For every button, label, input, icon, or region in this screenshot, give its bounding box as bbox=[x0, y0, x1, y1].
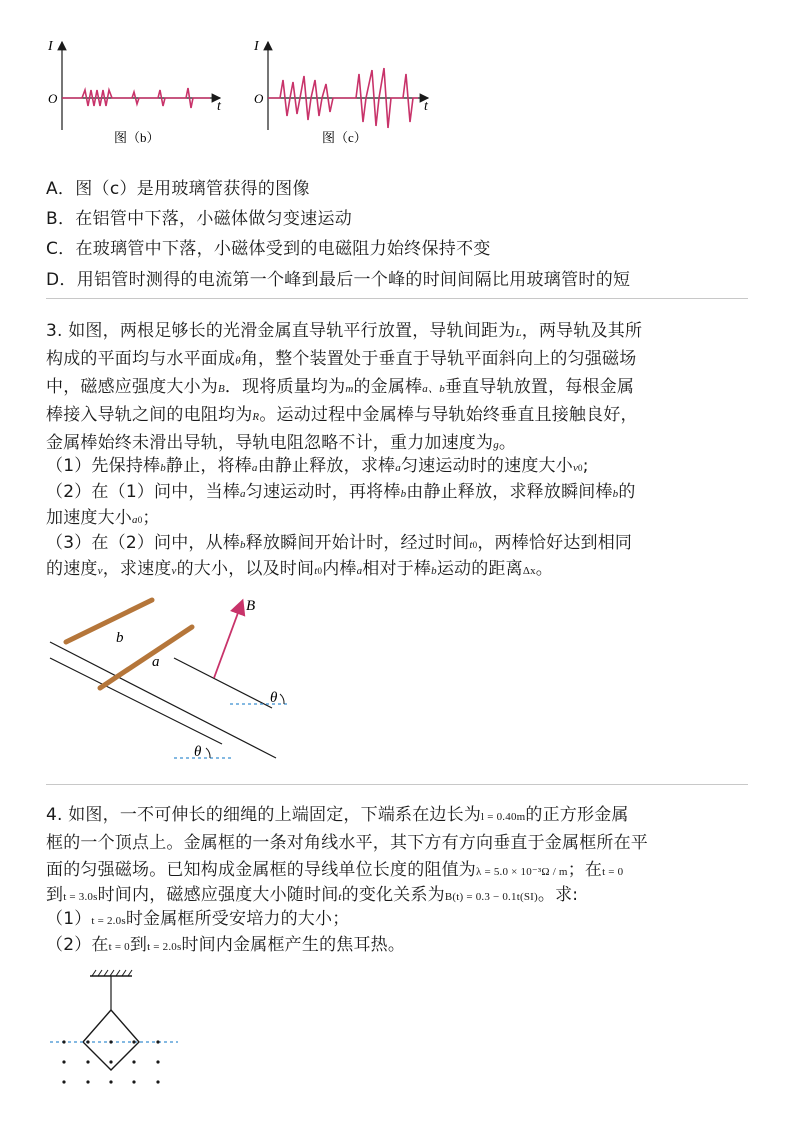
q3-symbol: b bbox=[160, 462, 166, 474]
magnetic-field-dots bbox=[62, 1040, 159, 1083]
q4-text: 时间内金属框产生的焦耳热。 bbox=[181, 935, 406, 955]
q3-symbol: m bbox=[345, 383, 354, 395]
q3-symbol: t bbox=[314, 565, 318, 577]
q3-symbol: a bbox=[240, 488, 246, 500]
q3-text: 运动的距离 bbox=[436, 559, 523, 579]
q3-subscript: 0 bbox=[472, 540, 478, 550]
q4-line-1 bbox=[46, 800, 629, 825]
rails-figure bbox=[44, 590, 294, 765]
q4-text: 到 bbox=[129, 935, 148, 955]
q3-text: 静止，将棒 bbox=[165, 456, 252, 476]
angle-arc-2 bbox=[206, 748, 210, 758]
q3-symbol: b bbox=[400, 488, 407, 500]
q3-line-7 bbox=[46, 477, 636, 502]
q4-math: l = 0.40m bbox=[481, 811, 526, 823]
current-graphs-figure bbox=[40, 30, 440, 155]
q3-text: 释放瞬间开始计时，经过时间 bbox=[245, 533, 470, 553]
q3-symbol: B bbox=[218, 383, 225, 395]
q3-text: 匀速运动时，再将棒 bbox=[245, 482, 401, 502]
rail-extension bbox=[174, 658, 272, 708]
rod-a bbox=[100, 627, 192, 688]
q3-text: （3）在（2）问中，从棒 bbox=[46, 533, 241, 553]
q4-math: t = 0 bbox=[108, 941, 130, 953]
q3-text: 由静止释放，求棒 bbox=[257, 456, 396, 476]
q3-text: 金属棒始终未滑出导轨，导轨电阻忽略不计，重力加速度为 bbox=[46, 433, 494, 453]
q3-symbol: b bbox=[240, 539, 246, 551]
q4-line-6 bbox=[46, 930, 405, 955]
rod-a-label: a bbox=[152, 654, 160, 670]
q3-text: 的速度 bbox=[46, 559, 98, 579]
graph-b-origin: O bbox=[48, 91, 58, 106]
q3-line-6 bbox=[46, 451, 589, 476]
q3-symbol: R bbox=[252, 411, 260, 423]
q3-line-10 bbox=[46, 554, 553, 579]
q3-text: 加速度大小 bbox=[46, 508, 132, 528]
q3-symbol: a bbox=[132, 514, 138, 526]
q3-text: ，求速度 bbox=[102, 559, 172, 579]
q3-text: （2）在（1）问中，当棒 bbox=[46, 482, 241, 502]
q4-text: （1） bbox=[46, 909, 92, 929]
q3-symbol: g bbox=[493, 439, 499, 451]
q3-text: 构成的平面均与水平面成 bbox=[46, 349, 236, 369]
q3-text: 匀速运动时的速度大小 bbox=[400, 456, 573, 476]
q3-text: 中，磁感应强度大小为 bbox=[46, 377, 218, 397]
q3-line-8 bbox=[46, 503, 160, 528]
graph-b-caption: 图（b） bbox=[114, 130, 160, 145]
q3-text: 的金属棒 bbox=[353, 377, 423, 397]
graph-b-y-label: I bbox=[48, 39, 53, 54]
option-a: A．图（c）是用玻璃管获得的图像 bbox=[46, 179, 310, 199]
rail-upper bbox=[50, 642, 276, 758]
q3-line-2 bbox=[46, 344, 636, 369]
b-field-label: B bbox=[246, 598, 256, 614]
q4-line-2 bbox=[46, 828, 648, 853]
q4-text: 的正方形金属 bbox=[525, 805, 629, 825]
q3-symbol: a bbox=[251, 462, 258, 474]
b-field-arrow bbox=[214, 602, 242, 678]
q3-text: 的 bbox=[618, 482, 636, 502]
q4-text: 时金属框所受安培力的大小； bbox=[125, 909, 350, 929]
q4-math: λ = 5.0 × 10⁻³Ω / m bbox=[476, 866, 568, 878]
q3-symbol: v bbox=[572, 462, 579, 474]
q3-text: （1）先保持棒 bbox=[46, 456, 161, 476]
q3-line-1 bbox=[46, 316, 642, 341]
q3-text: 垂直导轨放置，每根金属 bbox=[444, 377, 635, 397]
q3-symbol: L bbox=[515, 327, 522, 339]
graph-b bbox=[47, 39, 222, 145]
q3-line-4 bbox=[46, 400, 638, 425]
q3-symbol: a、b bbox=[422, 383, 445, 395]
graph-c-origin: O bbox=[254, 91, 264, 106]
q3-symbol: a bbox=[356, 565, 363, 577]
q3-text: 相对于棒 bbox=[362, 559, 432, 579]
q3-symbol: b bbox=[612, 488, 619, 500]
q4-math: t = 2.0s bbox=[147, 941, 182, 953]
q3-text: 。运动过程中金属棒与导轨始终垂直且接触良好， bbox=[259, 405, 638, 425]
q3-symbol: t bbox=[469, 539, 473, 551]
rod-b bbox=[66, 600, 152, 642]
q4-text: 的变化关系为 bbox=[341, 885, 445, 905]
q3-line-3 bbox=[46, 372, 634, 397]
graph-c-x-label: t bbox=[424, 99, 428, 114]
graph-b-x-label: t bbox=[217, 99, 221, 114]
q3-symbol: v bbox=[171, 565, 177, 577]
q3-subscript: 0 bbox=[578, 463, 583, 473]
q4-text: 4. 如图，一不可伸长的细绳的上端固定，下端系在边长为 bbox=[46, 805, 482, 825]
graph-c-caption: 图（c） bbox=[322, 130, 367, 145]
q4-line-4 bbox=[46, 880, 578, 905]
q3-text: 角，整个装置处于垂直于导轨平面斜向上的匀强磁场 bbox=[240, 349, 637, 369]
theta-label-2: θ bbox=[194, 744, 202, 760]
option-b: B．在铝管中下落，小磁体做匀变速运动 bbox=[46, 209, 353, 229]
q4-text: 。求: bbox=[537, 885, 579, 905]
q3-punct: 。 bbox=[535, 559, 553, 579]
q3-text: 由静止释放，求释放瞬间棒 bbox=[406, 482, 613, 502]
q3-text: 3. 如图，两根足够长的光滑金属直导轨平行放置，导轨间距为 bbox=[46, 321, 516, 341]
q4-text: （2）在 bbox=[46, 935, 109, 955]
ceiling-support bbox=[90, 970, 132, 976]
q3-symbol: v bbox=[97, 565, 103, 577]
q4-math: t = 3.0s bbox=[63, 891, 98, 903]
option-c: C．在玻璃管中下落，小磁体受到的电磁阻力始终保持不变 bbox=[46, 239, 491, 259]
square-frame-figure bbox=[44, 966, 184, 1091]
q3-text: 内棒 bbox=[322, 559, 357, 579]
option-d: D．用铝管时测得的电流第一个峰到最后一个峰的时间间隔比用玻璃管时的短 bbox=[46, 270, 631, 290]
q3-subscript: 0 bbox=[137, 515, 143, 525]
q4-math: t = 0 bbox=[602, 866, 624, 878]
rail-lower bbox=[50, 658, 222, 744]
rod-b-label: b bbox=[116, 630, 124, 646]
q3-text: ； bbox=[142, 508, 160, 528]
q4-line-5 bbox=[46, 904, 349, 929]
divider bbox=[46, 784, 748, 785]
divider bbox=[46, 298, 748, 299]
q3-symbol: a bbox=[395, 462, 401, 474]
q3-symbol: b bbox=[431, 565, 437, 577]
q3-text: 棒接入导轨之间的电阻均为 bbox=[46, 405, 253, 425]
q3-line-5 bbox=[46, 428, 516, 453]
q3-symbol: Δx bbox=[522, 565, 536, 577]
theta-label-1: θ bbox=[270, 690, 278, 706]
q3-text: ，两导轨及其所 bbox=[521, 321, 643, 341]
q4-text: 面的匀强磁场。已知构成金属框的导线单位长度的阻值为 bbox=[46, 860, 476, 880]
graph-c-y-label: I bbox=[254, 39, 259, 54]
q4-text: 时间内，磁感应强度大小随时间 bbox=[97, 885, 339, 905]
q4-text: ；在 bbox=[567, 860, 603, 880]
q4-line-3 bbox=[46, 855, 623, 880]
q4-text: 框的一个顶点上。金属框的一条对角线水平，其下方有方向垂直于金属框所在平 bbox=[46, 833, 648, 853]
q3-symbol: θ bbox=[235, 355, 241, 367]
q3-text: 的大小，以及时间 bbox=[176, 559, 315, 579]
q4-text: 到 bbox=[46, 885, 64, 905]
graph-c bbox=[253, 39, 429, 145]
q3-text: ．现将质量均为 bbox=[224, 377, 346, 397]
q3-text: 。 bbox=[498, 433, 517, 453]
graph-c-curve bbox=[268, 68, 418, 128]
q3-line-9 bbox=[46, 528, 632, 553]
q3-subscript: 0 bbox=[317, 566, 323, 576]
angle-arc-1 bbox=[280, 694, 284, 704]
q4-math: B(t) = 0.3 − 0.1t(SI) bbox=[444, 891, 538, 903]
q3-punct: ; bbox=[582, 456, 589, 476]
q4-math: t = 2.0s bbox=[91, 915, 126, 927]
q4-math: t bbox=[338, 891, 342, 903]
q3-text: ，两棒恰好达到相同 bbox=[477, 533, 633, 553]
